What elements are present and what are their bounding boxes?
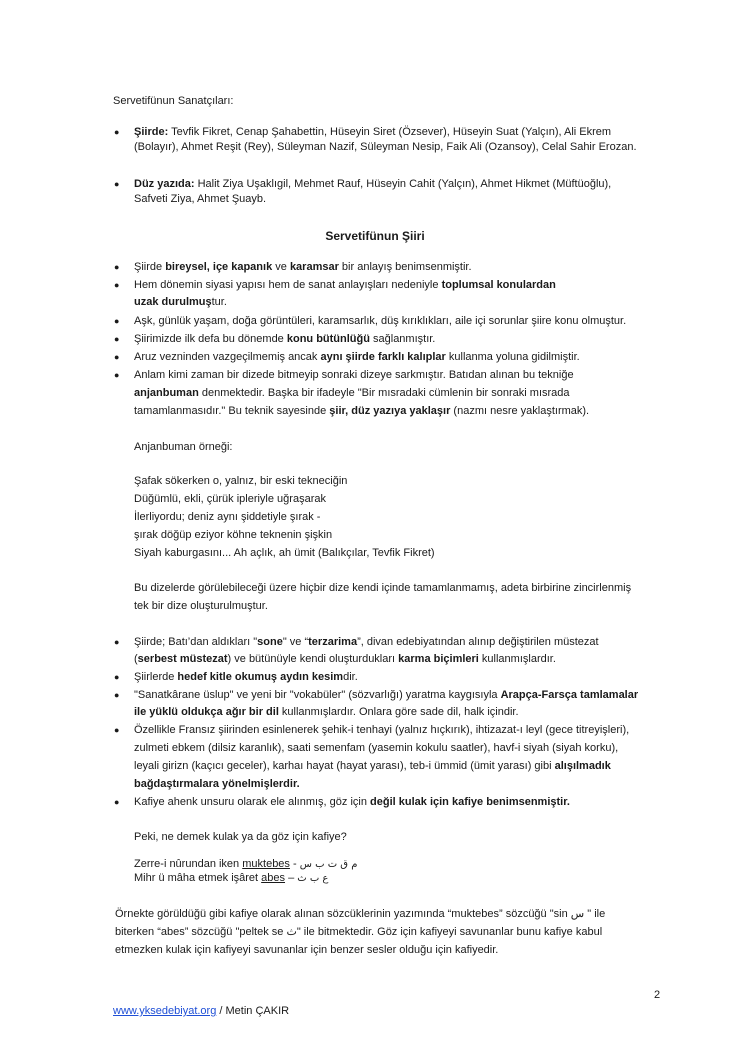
bullet-icon: ● (114, 280, 120, 290)
rhyme-line: Zerre-i nûrundan iken muktebes - م ق ت ب س (134, 858, 358, 870)
bullet-icon: ● (114, 352, 120, 362)
list-item-continuation: (serbest müstezat) ve bütünüyle kendi oluşturdukları karma biçimleri kullanmışlardır. (134, 653, 556, 665)
example-note: tek bir dize oluşturulmuştur. (134, 600, 268, 612)
list-item: Hem dönemin siyasi yapısı hem de sanat anlayışları nedeniyle toplumsal konulardan (134, 279, 556, 291)
artists-poetry-line1: Şiirde: Tevfik Fikret, Cenap Şahabettin, Hüseyin Siret (Özsever), Hüseyin Suat (Yalçın), Ali Ekrem (134, 126, 612, 138)
artists-prose-line1: Düz yazıda: Halit Ziya Uşaklıgil, Mehmet Rauf, Hüseyin Cahit (Yalçın), Ahmet Hikmet (Müftüoğlu), (134, 178, 612, 190)
list-item: Şiirimizde ilk defa bu dönemde konu bütünlüğü sağlanmıştır. (134, 333, 436, 345)
bullet-icon: ● (114, 370, 120, 380)
conclusion-line: etmezken kulak için kafiyeyi savunanlar için benzer sesler olduğu için kafiyedir. (115, 944, 499, 956)
list-item: Şiirde; Batı’dan aldıkları "sone" ve “terzarima”, divan edebiyatından alınıp değiştirilen müstezat (134, 636, 599, 648)
bullet-icon: ● (114, 334, 120, 344)
bullet-icon: ● (114, 672, 120, 682)
example-title: Anjanbuman örneği: (134, 441, 233, 453)
list-item-continuation: anjanbuman denmektedir. Başka bir ifadeyle "Bir mısradaki cümlenin bir sonraki mısrada (134, 387, 570, 399)
footer (113, 1004, 289, 1018)
list-item-continuation: leyali girizn (kaçıcı geceler), karhaı hayat (hayat yarası), teb-i ümmid (ümit yarası) gibi alışılmadık (134, 760, 611, 772)
artists-poetry-line2: (Bolayır), Ahmet Reşit (Rey), Süleyman Nazif, Süleyman Nesip, Faik Ali (Ozansoy), Celal Sahir Erozan. (134, 141, 637, 153)
bullet-icon: ● (114, 797, 120, 807)
example-note: Bu dizelerde görülebileceği üzere hiçbir dize kendi içinde tamamlanmamış, adeta birbirine zincirlenmiş (134, 582, 632, 594)
list-item-continuation: tamamlanmasıdır." Bu teknik sayesinde şiir, düz yazıya yaklaşır (nazmı nesre yaklaştırmak). (134, 405, 590, 417)
poem-line: şırak döğüp eziyor köhne teknenin şişkin (134, 529, 333, 541)
list-item: Aruz vezninden vazgeçilmemiş ancak aynı şiirde farklı kalıplar kullanma yoluna gidilmiştir. (134, 351, 580, 363)
poem-line: Şafak sökerken o, yalnız, bir eski tekneciğin (134, 475, 348, 487)
section-heading: Servetifünun Sanatçıları: (113, 95, 234, 107)
section-title: Servetifünun Şiiri (325, 229, 425, 243)
conclusion-line: biterken “abes” sözcüğü "peltek se ث" ile bitmektedir. Göz için kafiyeyi savunanlar bunu kafiye kabul (115, 926, 603, 938)
footer-author: / Metin ÇAKIR (216, 1005, 290, 1017)
list-item: "Sanatkârane üslup" ve yeni bir "vokabüler" (sözvarlığı) yaratma kaygısıyla Arapça-Farsça tamlamalar (134, 689, 639, 701)
footer-link[interactable]: www.yksedebiyat.org (113, 1005, 217, 1017)
list-item: Anlam kimi zaman bir dizede bitmeyip sonraki dizeye sarkmıştır. Batıdan alınan bu tekniğe (134, 369, 574, 381)
list-item: Şiirlerde hedef kitle okumuş aydın kesimdir. (134, 671, 358, 683)
list-item: Aşk, günlük yaşam, doğa görüntüleri, karamsarlık, düş kırıklıkları, aile içi sorunlar şiire konu olmuştur. (134, 315, 627, 327)
list-item: Şiirde bireysel, içe kapanık ve karamsar bir anlayış benimsenmiştir. (134, 261, 472, 273)
bullet-icon: ● (114, 690, 120, 700)
bullet-icon: ● (114, 262, 120, 272)
list-item: Özellikle Fransız şiirinden esinlenerek şehik-i tenhayi (yalnız hıçkırık), ihtizazat-ı leyl (gece titreyişleri), (134, 724, 630, 736)
list-item-continuation: bağdaştırmalara yönelmişlerdir. (134, 778, 300, 790)
artists-prose-line2: Safveti Ziya, Ahmet Şuayb. (134, 193, 267, 205)
bullet-icon: ● (114, 179, 120, 189)
bullet-icon: ● (114, 127, 120, 137)
list-item-continuation: uzak durulmuştur. (134, 296, 227, 308)
list-item: Kafiye ahenk unsuru olarak ele alınmış, göz için değil kulak için kafiye benimsenmiştir. (134, 796, 570, 808)
conclusion-line: Örnekte görüldüğü gibi kafiye olarak alınan sözcüklerinin yazımında “muktebes” sözcüğü "sin س " ile (115, 908, 606, 920)
poem-line: Siyah kaburgasını... Ah açlık, ah ümit (Balıkçılar, Tevfik Fikret) (134, 547, 435, 559)
rhyme-question: Peki, ne demek kulak ya da göz için kafiye? (134, 831, 347, 843)
list-item-continuation: zulmeti ebkem (dilsiz karanlık), saati semenfam (yasemin kokulu saatler), havf-i siyah (siyah korku), (134, 742, 619, 754)
rhyme-line: Mihr ü mâha etmek işâret abes – ع ب ث (134, 872, 329, 884)
bullet-icon: ● (114, 316, 120, 326)
list-item-continuation: ile yüklü oldukça ağır bir dil kullanmışlardır. Onlara göre sade dil, halk içindir. (134, 706, 519, 718)
poem-line: İlerliyordu; deniz aynı şiddetiyle şırak - (134, 511, 321, 523)
bullet-icon: ● (114, 725, 120, 735)
poem-line: Düğümlü, ekli, çürük ipleriyle uğraşarak (134, 493, 326, 505)
bullet-icon: ● (114, 637, 120, 647)
page-number: 2 (654, 989, 661, 1001)
